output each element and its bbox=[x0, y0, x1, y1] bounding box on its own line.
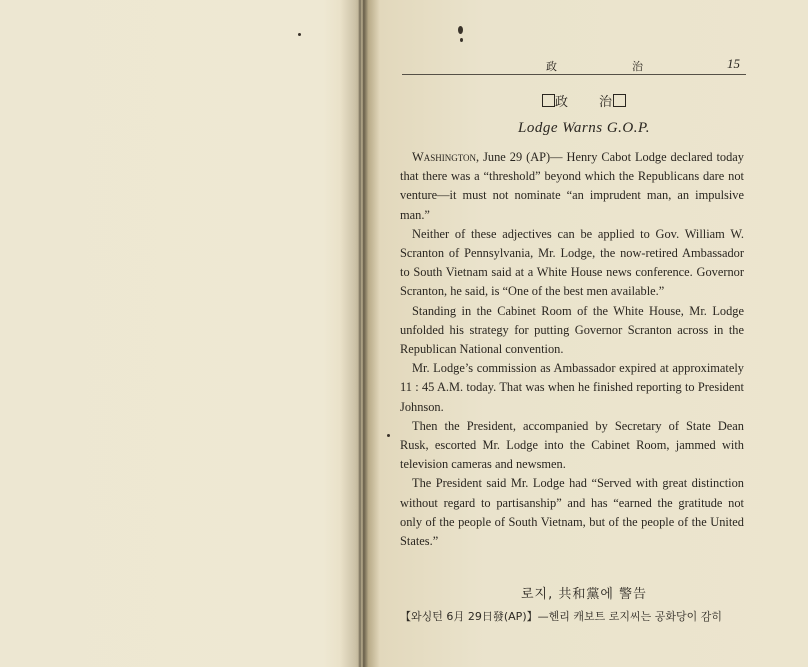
page-number: 15 bbox=[727, 56, 740, 71]
ink-speck bbox=[298, 33, 301, 36]
paragraph: Neither of these adjectives can be applied to Gov. William W. Scranton of Pennsylvania, Mr. Lodge, the now-retired Ambassador to South Vietnam said at a White House news conference. Governor Scranton, he said, is “One of the best men available.” bbox=[400, 226, 744, 299]
paragraph bbox=[400, 148, 744, 225]
paragraph: Mr. Lodge’s commission as Ambassador expired at approximately 11 : 45 A.M. today. That was when he finished reporting to President Johnson. bbox=[400, 361, 744, 414]
ink-blot bbox=[458, 26, 463, 34]
korean-heading: 로지, 共和黨에 警告 bbox=[520, 587, 648, 602]
paragraph-text: June 29 (AP)— Henry Cabot Lodge declared today that there was a “threshold” beyond which the Republicans dare not venture—it must not nominate “an imprudent man, an impulsive man.” bbox=[400, 150, 744, 222]
section-heading bbox=[360, 91, 808, 110]
box-glyph-icon bbox=[613, 94, 626, 107]
section-left-char: 政 bbox=[554, 94, 569, 109]
ink-blot bbox=[460, 38, 463, 42]
paragraph: Standing in the Cabinet Room of the White House, Mr. Lodge unfolded his strategy for putting Governor Scranton across in the Republican National convention. bbox=[400, 303, 744, 357]
article-body bbox=[400, 148, 744, 551]
ink-speck bbox=[387, 434, 390, 437]
dateline: Washington, bbox=[412, 150, 480, 164]
korean-text-line: 【와싱턴 6月 29日發(AP)】—헨리 캐보트 로지씨는 공화당이 감히 bbox=[400, 610, 722, 623]
section-right-char: 治 bbox=[599, 94, 614, 109]
running-head-left: 政 bbox=[546, 61, 559, 73]
article-title: Lodge Warns G.O.P. bbox=[518, 120, 650, 136]
running-head-right: 治 bbox=[632, 61, 643, 73]
paragraph: The President said Mr. Lodge had “Served with great distinction without regard to partisanship” and has “earned the gratitude not only of the people of South Vietnam, but of the people of the United States.” bbox=[400, 476, 744, 549]
box-glyph-icon bbox=[542, 94, 555, 107]
paragraph: Then the President, accompanied by Secretary of State Dean Rusk, escorted Mr. Lodge into the Cabinet Room, jammed with television cameras and newsmen. bbox=[400, 418, 744, 472]
left-page bbox=[0, 0, 355, 667]
right-page bbox=[360, 0, 808, 667]
running-head bbox=[402, 56, 746, 75]
